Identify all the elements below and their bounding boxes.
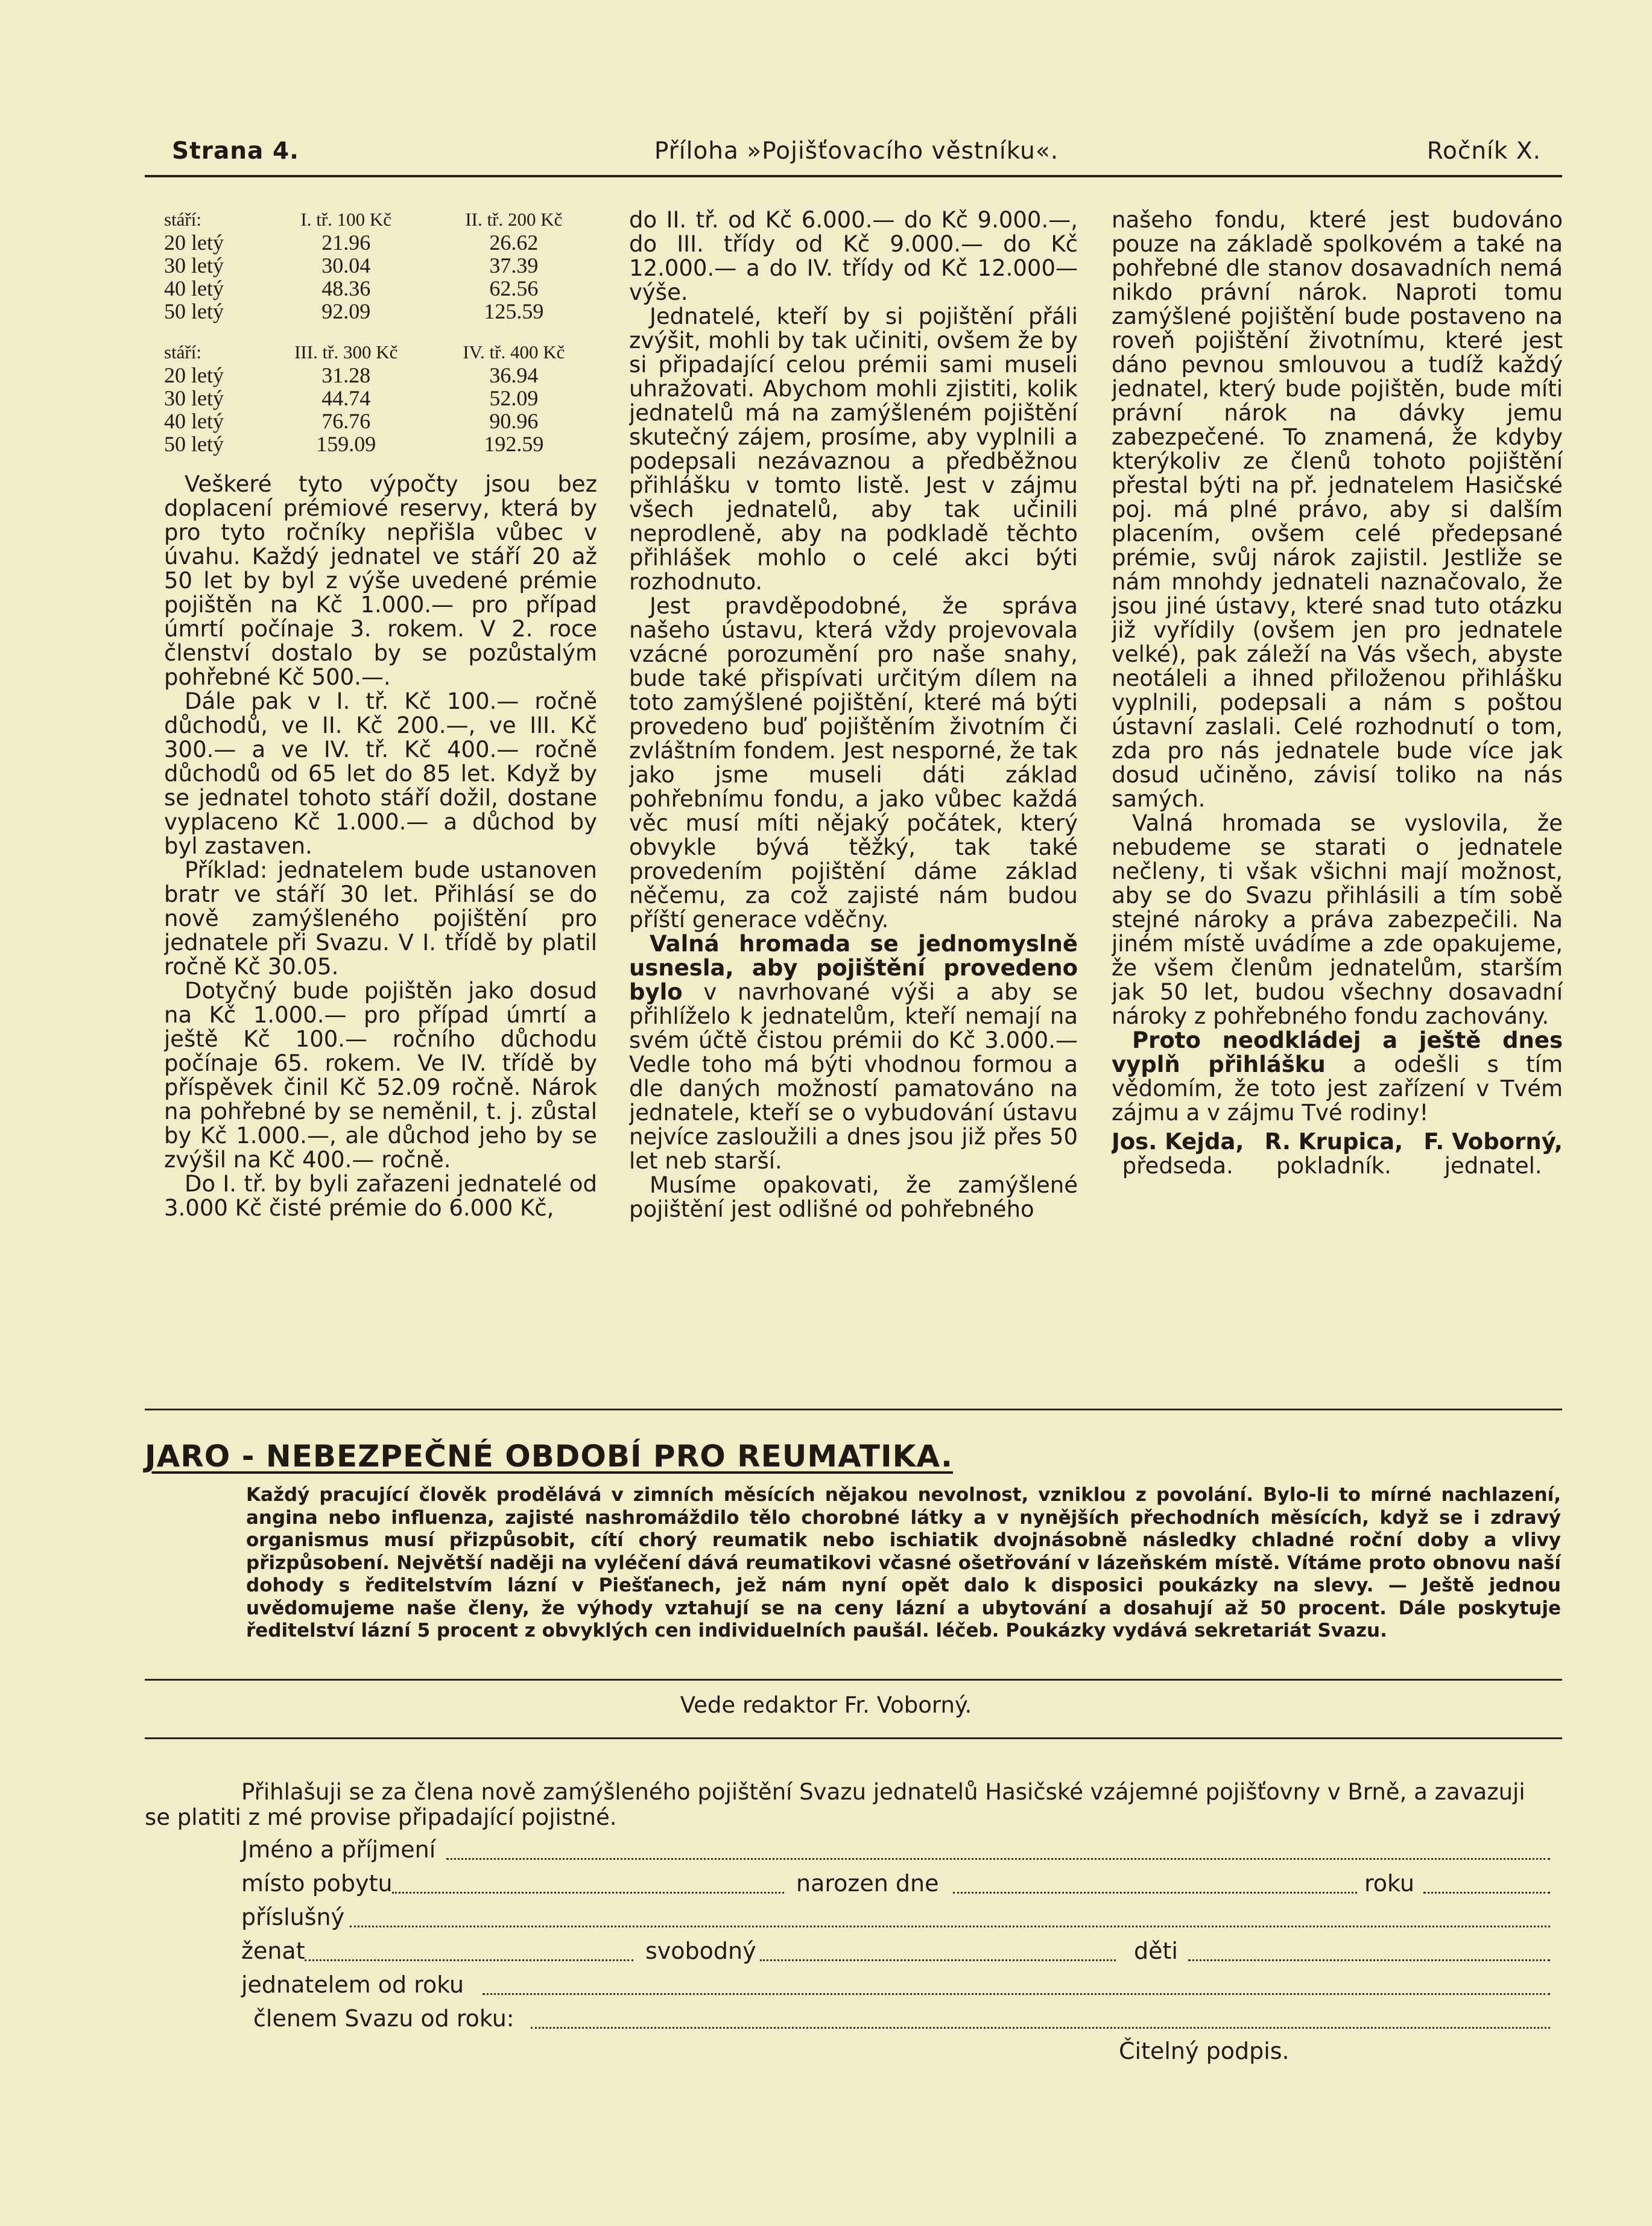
table-row (164, 433, 597, 455)
paragraph: Do I. tř. by byli zařazeni jednatelé od 3.000 Kč čisté prémie do 6.000 Kč, (164, 1171, 597, 1221)
bold-resolution: Valná hromada se jednomyslně usnesla, aby pojištění provedeno bylo (629, 931, 1078, 1005)
signatory-role: pokladník. (1276, 1153, 1391, 1179)
paragraph: Musíme opakovati, že zamýšlené pojištění jest odlišné od pohřebného (629, 1172, 1078, 1222)
application-text (145, 1780, 1550, 1830)
table-cell: 159.09 (316, 432, 376, 456)
paragraph: Jest pravděpodobné, že správa našeho ústavu, která vždy projevovala vzácné porozumění pro naše snahy, bude také přispívati určitým dílem na toto zamýšlené pojištění, které má býti provedeno buď pojištěním životním či zvláštním fondem. Jest nesporné, že tak jako jsme museli dáti základ pohřebnímu fondu, a jako vůbec každá věc musí míti nějaký počátek, který obvykle bývá těžký, tak také provedením pojištění dáme základ něčemu, za což zajisté nám budou příští generace vděčny. (629, 593, 1078, 933)
table-cell: IV. tř. 400 Kč (463, 341, 565, 363)
bold-appeal: Proto neodkládej a ještě dnes vyplň přihlášku (1112, 1027, 1563, 1077)
year-label: roku (1364, 1870, 1414, 1897)
paragraph: Veškeré tyto výpočty jsou bez doplacení prémiové reservy, která by pro tyto ročníky nepřišla vůbec v úvahu. Každý jednatel ve stáří 20 až 50 let by byl z výše uvedené prémie pojištěn na Kč 1.000.— pro případ úmrtí počínaje 3. rokem. V 2. roce členství dostalo by se pozůstalým pohřebné Kč 500.—. (164, 471, 597, 690)
signatory-name: Jos. Kejda, (1112, 1129, 1244, 1155)
publication-title: Příloha »Pojišťovacího věstníku«. (654, 138, 1059, 165)
ad-body: Každý pracující člověk prodělává v zimních měsících nějakou nevolnost, vzniklou z povolání. Bylo-li to mírné nachlazení, angina nebo influenza, zajisté nashromáždilo tělo chorobné látky a v nynějších přechodních měsících, když se i zdravý organismus musí přizpůsobit, cítí chorý reumatik nebo ischiatik dvojnásobně následky chladné roční doby a vlivy přizpůsobení. Největší naději na vyléčení dává reumatikovi včasné ošetřování v lázeňském místě. Vítáme proto obnovu naší dohody s ředitelstvím lázní v Piešťanech, jež nám nyní opět dalo k disposici poukázky na slevy. — Ještě jednou uvědomujeme naše členy, že výhody vztahují se na ceny lázní a ubytování a dosahují až 50 procent. Dále poskytuje ředitelství lázní 5 procent z obvyklých cen individuelních paušál. léčeb. Poukázky vydává sekretariát Svazu. (246, 1484, 1561, 1641)
table-row (164, 364, 597, 387)
paragraph: do II. tř. od Kč 6.000.— do Kč 9.000.—, do III. třídy od Kč 9.000.— do Kč 12.000.— a do IV. třídy od Kč 12.000— výše. (629, 208, 1078, 305)
agent-since-field[interactable] (483, 1993, 1550, 1995)
premium-rates-table (164, 208, 597, 455)
table-cell: 30.04 (321, 253, 371, 277)
column-2 (629, 208, 1078, 1360)
residence-label: místo pobytu (241, 1870, 393, 1897)
name-label: Jméno a příjmení (241, 1836, 436, 1863)
table-cell: 62.56 (489, 276, 539, 300)
table-cell: 37.39 (489, 253, 539, 277)
header-rule (145, 175, 1562, 177)
children-field[interactable] (1188, 1959, 1550, 1961)
member-since-field[interactable] (531, 2027, 1550, 2029)
table-cell: 20 letý (164, 230, 224, 255)
table-cell: 50 letý (164, 432, 224, 456)
page-number: Strana 4. (172, 138, 299, 165)
application-paragraph: Přihlašuji se za člena nově zamýšleného pojištění Svazu jednatelů Hasičské vzájemné pojišťovny v Brně, a zavazuji se platiti z mé provise připadající pojistné. (145, 1779, 1525, 1830)
table-cell: 31.28 (321, 363, 371, 387)
born-label: narozen dne (796, 1870, 939, 1897)
single-field[interactable] (760, 1959, 1116, 1961)
signatures (1112, 1130, 1563, 1178)
editor-line: Vede redaktor Fr. Voborný. (680, 1692, 972, 1718)
paragraph (1112, 1029, 1563, 1125)
paragraph-text: a odešli s tím vědomím, že toto jest zařízení v Tvém zájmu a v zájmu Tvé rodiny! (1112, 1051, 1563, 1126)
volume-number: Ročník X. (1426, 138, 1541, 165)
table-cell: 92.09 (321, 299, 371, 323)
table-cell: 50 letý (164, 299, 224, 323)
married-label: ženat (241, 1938, 305, 1964)
table-header-row (164, 341, 597, 364)
signatory-name: R. Krupica, (1264, 1129, 1404, 1155)
paragraph: našeho fondu, které jest budováno pouze na základě spolkovém a také na pohřebné dle stanov dosavadních nemá nikdo právní nárok. Naproti tomu zamýšlené pojištění bude postaveno na roveň pojištění životnímu, které jest dáno pevnou smlouvou a tudíž každý jednatel, který bude pojištěn, bude míti právní nárok na dávky jemu zabezpečené. To znamená, že kdyby kterýkoliv ze členů tohoto pojištění přestal býti na př. jednatelem Hasičské poj. má plné právo, aby si dalším placením, ovšem celé předepsané prémie, svůj nárok zajistil. Jestliže se nám mnohdy jednateli naznačovalo, že jsou jiné ústavy, které snad tuto otázku již vyřídily (ovšem jen pro jednatele velké), pak záleží na Vás všech, abyste neotáleli a ihned přiloženou přihlášku vyplnili, podepsali a nám s poštou ústavní zaslali. Celé rozhodnutí o tom, zda pro nás jednatele bude více jak dosud učiněno, závisí toliko na nás samých. (1112, 208, 1563, 812)
table-cell: III. tř. 300 Kč (294, 341, 398, 363)
residence-field[interactable] (392, 1892, 784, 1894)
table-cell: stáří: (164, 209, 201, 230)
agent-since-label: jednatelem od roku (241, 1971, 464, 1998)
single-label: svobodný (645, 1938, 756, 1964)
table-cell: 30 letý (164, 386, 224, 410)
birth-date-field[interactable] (953, 1892, 1357, 1894)
table-cell: 30 letý (164, 253, 224, 277)
table-cell: 40 letý (164, 409, 224, 433)
table-cell: 26.62 (489, 230, 539, 255)
signatory-name: F. Voborný, (1423, 1129, 1563, 1155)
married-field[interactable] (305, 1959, 633, 1961)
paragraph (629, 932, 1078, 1173)
table-cell: 76.76 (321, 409, 371, 433)
table-cell: 44.74 (321, 386, 371, 410)
paragraph-text: v navrhované výši a aby se přihlíželo k jednatelům, kteří nemají na svém účtě čistou prémii do Kč 3.000.— Vedle toho má býti vhodnou formou a dle daných možností pamatováno na jednatele, kteří se o vybudování ústavu nejvíce zasloužili a dnes jsou již přes 50 let neb starší. (629, 979, 1078, 1174)
table-row (164, 387, 597, 410)
table-cell: 125.59 (484, 299, 544, 323)
signatory (1112, 1130, 1244, 1178)
signatory (1423, 1130, 1563, 1178)
ad-top-rule (145, 1409, 1562, 1410)
paragraph: Příklad: jednatelem bude ustanoven bratr ve stáří 30 let. Přihlásí se do nově zamýšleného pojištění pro jednatele při Svazu. V I. třídě by platil ročně Kč 30.05. (164, 857, 597, 980)
ad-title: JARO - NEBEZPEČNÉ OBDOBÍ PRO REUMATIKA. (145, 1439, 954, 1474)
ad-bottom-rule (145, 1679, 1562, 1681)
table-cell: 52.09 (489, 386, 539, 410)
paragraph: Dále pak v I. tř. Kč 100.— ročně důchodů, ve II. Kč 200.—, ve III. Kč 300.— a ve IV. tř. Kč 400.— ročně důchodů od 65 let do 85 let. Když by se jednatel tohoto stáří dožil, dostane vyplaceno Kč 1.000.— a důchod by byl zastaven. (164, 688, 597, 859)
paragraph: Valná hromada se vyslovila, že nebudeme se starati o jednatele nečleny, ti však všichni mají možnost, aby se do Svazu přihlásili a tím sobě stejné nároky a práva zabezpečili. Na jiném místě uvádíme a zde opakujeme, že všem členům jednatelům, starším jak 50 let, budou všechny dosavadní nároky z pohřebného fondu zachovány. (1112, 810, 1563, 1029)
table-cell: 48.36 (321, 276, 371, 300)
table-cell: 20 letý (164, 363, 224, 387)
column-1 (164, 208, 597, 1360)
signatory-role: jednatel. (1444, 1153, 1542, 1179)
belonging-label: příslušný (241, 1904, 345, 1930)
running-header (172, 138, 1541, 174)
table-row (164, 410, 597, 433)
table-cell: II. tř. 200 Kč (465, 209, 563, 230)
table-cell: 21.96 (321, 230, 371, 255)
signature-label: Čitelný podpis. (1119, 2038, 1290, 2064)
children-label: děti (1134, 1938, 1178, 1964)
signatory (1265, 1130, 1404, 1178)
column-3 (1112, 208, 1563, 1360)
editor-rule (145, 1737, 1562, 1739)
signatory-role: předseda. (1122, 1153, 1233, 1179)
table-header-row (164, 208, 597, 231)
belonging-field[interactable] (350, 1926, 1550, 1927)
paragraph: Jednatelé, kteří by si pojištění přáli zvýšit, mohli by tak učiniti, ovšem že by si připadající celou prémii sami museli uhražovati. Abychom mohli zjistiti, kolik jednatelů má na zamýšleném pojištění skutečný zájem, prosíme, aby vyplnili a podepsali nezávaznou a předběžnou přihlášku v tomto listě. Jest v zájmu všech jednatelů, aby tak učinili neprodleně, aby na podkladě těchto přihlášek mohlo o celé akci býti rozhodnuto. (629, 303, 1078, 595)
table-spacer (164, 323, 597, 341)
table-cell: 40 letý (164, 276, 224, 300)
table-row (164, 254, 597, 277)
table-row (164, 277, 597, 300)
table-cell: 90.96 (489, 409, 539, 433)
table-row (164, 231, 597, 254)
table-cell: 36.94 (489, 363, 539, 387)
birth-year-field[interactable] (1423, 1892, 1550, 1894)
table-cell: I. tř. 100 Kč (300, 209, 392, 230)
name-field[interactable] (446, 1858, 1550, 1860)
paragraph: Dotyčný bude pojištěn jako dosud na Kč 1.000.— pro případ úmrtí a ještě Kč 100.— ročního důchodu počínaje 65. rokem. Ve IV. třídě by příspěvek činil Kč 52.09 ročně. Nárok na pohřebné by se neměnil, t. j. zůstal by Kč 1.000.—, ale důchod jeho by se zvýšil na Kč 400.— ročně. (164, 978, 597, 1173)
table-row (164, 300, 597, 323)
table-cell: stáří: (164, 341, 201, 363)
table-cell: 192.59 (484, 432, 544, 456)
member-since-label: členem Svazu od roku: (253, 2005, 514, 2032)
